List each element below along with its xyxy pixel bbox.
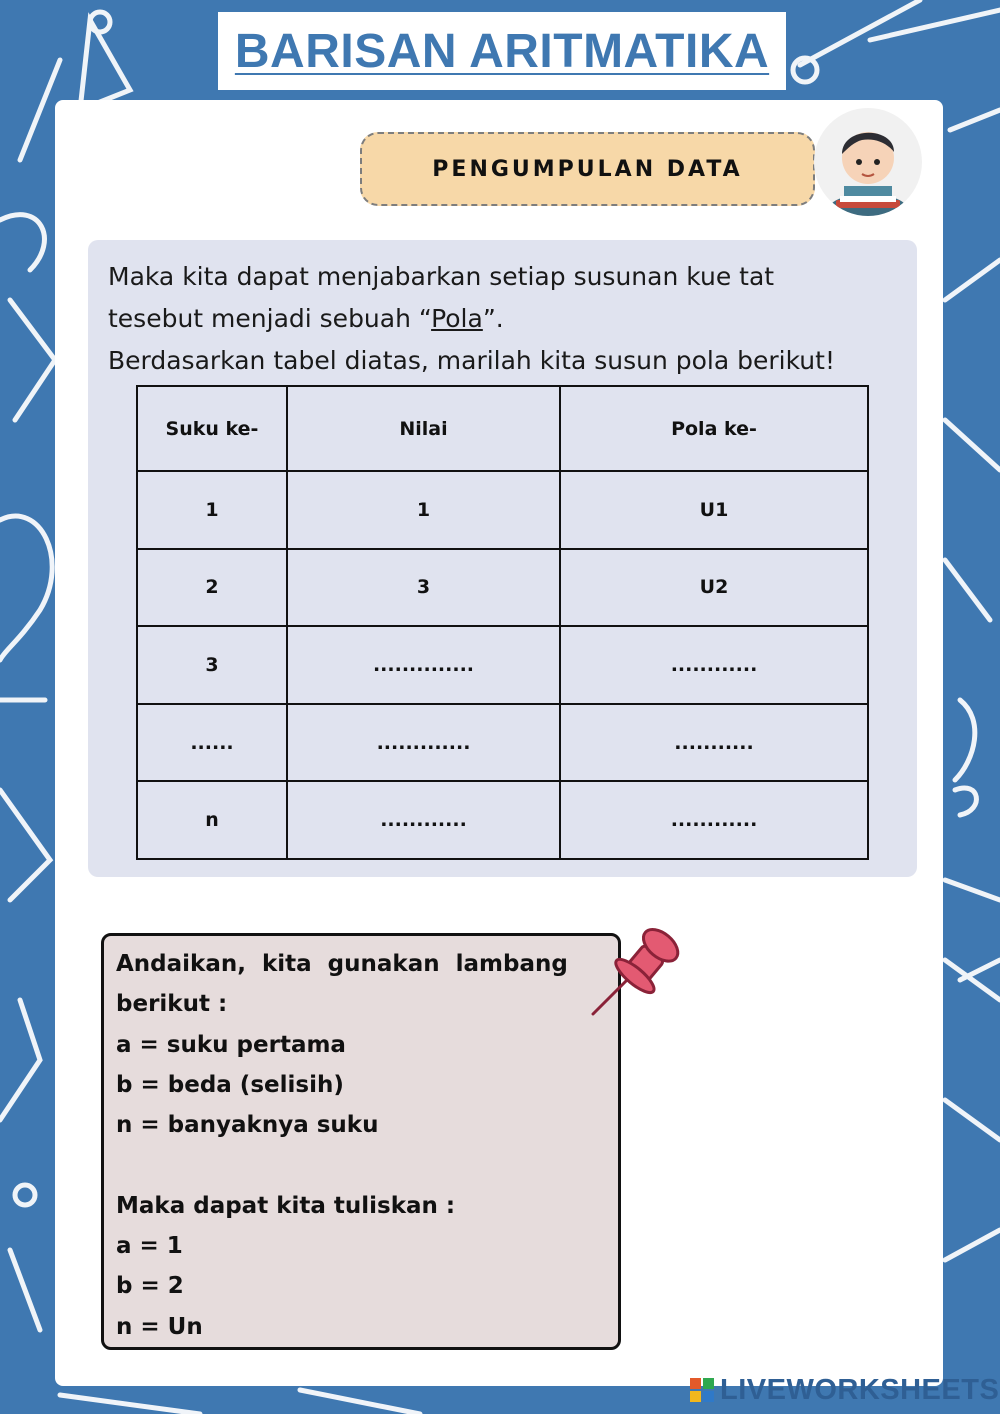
table-row (137, 781, 868, 859)
table-row (137, 704, 868, 782)
note-line: b = beda (selisih) (116, 1071, 344, 1098)
note-line: n = Un (116, 1313, 203, 1340)
intro-line-2-after: ”. (482, 304, 504, 333)
page-title: BARISAN ARITMATIKA (234, 24, 770, 78)
cell-pola-blank[interactable]: ............ (560, 626, 868, 704)
pushpin-icon (585, 910, 690, 1020)
table-row (137, 471, 868, 549)
note-line: a = suku pertama (116, 1031, 346, 1058)
header-suku: Suku ke- (137, 386, 287, 471)
note-line (116, 1145, 606, 1185)
cell-suku: 1 (137, 471, 287, 549)
pattern-table (136, 385, 869, 860)
student-reading-icon (814, 108, 922, 216)
header-pola: Pola ke- (560, 386, 868, 471)
note-line: Andaikan, kita gunakan lambang (116, 951, 568, 977)
table-header-row (137, 386, 868, 471)
cell-nilai-blank[interactable]: ............ (287, 781, 560, 859)
intro-text (108, 256, 908, 382)
cell-suku: n (137, 781, 287, 859)
note-line: a = 1 (116, 1233, 183, 1260)
pola-underlined: Pola (431, 304, 483, 333)
cell-suku: 2 (137, 549, 287, 627)
section-label: PENGUMPULAN DATA (432, 156, 743, 182)
cell-suku: 3 (137, 626, 287, 704)
cell-nilai-blank[interactable]: .............. (287, 626, 560, 704)
note-line: n = banyaknya suku (116, 1112, 379, 1139)
footer-brand: LIVEWORKSHEETS (720, 1373, 1000, 1406)
cell-nilai: 1 (287, 471, 560, 549)
cell-pola: U2 (560, 549, 868, 627)
liveworksheets-logo (690, 1372, 999, 1408)
header-nilai: Nilai (287, 386, 560, 471)
cell-pola-blank[interactable]: ........... (560, 704, 868, 782)
intro-line-2-before: tesebut menjadi sebuah “ (108, 304, 432, 333)
liveworksheets-mark-icon (690, 1378, 714, 1402)
intro-line-1: Maka kita dapat menjabarkan setiap susunan kue tat (108, 262, 775, 291)
table-row (137, 626, 868, 704)
note-line: Maka dapat kita tuliskan : (116, 1192, 456, 1219)
note-box (101, 933, 621, 1350)
cell-nilai: 3 (287, 549, 560, 627)
table-row (137, 549, 868, 627)
note-line: berikut : (116, 991, 228, 1018)
section-label-pill (360, 132, 815, 206)
cell-suku-blank[interactable]: ...... (137, 704, 287, 782)
intro-line-2 (108, 298, 908, 340)
student-avatar (814, 108, 922, 216)
intro-line-3: Berdasarkan tabel diatas, marilah kita susun pola berikut! (108, 346, 835, 375)
cell-pola: U1 (560, 471, 868, 549)
cell-pola-blank[interactable]: ............ (560, 781, 868, 859)
cell-nilai-blank[interactable]: ............. (287, 704, 560, 782)
title-banner (218, 12, 786, 90)
note-line: b = 2 (116, 1273, 184, 1300)
